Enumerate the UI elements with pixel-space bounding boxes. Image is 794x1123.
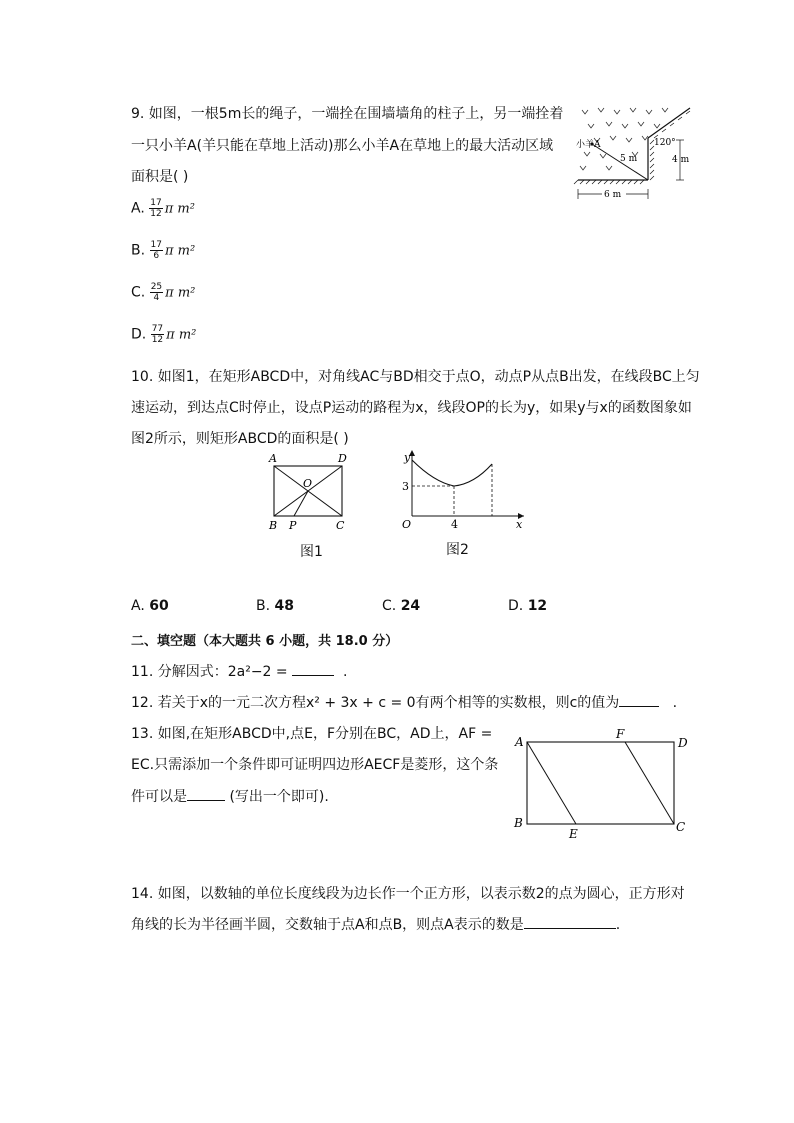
q10-option-d: D. 12 — [508, 598, 548, 614]
segment-fc — [625, 742, 674, 824]
label-a: A — [269, 452, 277, 465]
q10-option-a: A. 60 — [131, 598, 169, 614]
q11: 11. 分解因式：2a²−2 = . — [131, 664, 348, 680]
segment-ae — [527, 742, 576, 824]
q9-option-d: D. $\frac{77}{12}$ π m² — [131, 324, 197, 345]
label-x: x — [516, 518, 523, 531]
label-c: C — [336, 519, 345, 532]
q10-option-c: C. 24 — [382, 598, 421, 614]
q14-blank — [524, 928, 616, 929]
q13-line2: EC.只需添加一个条件即可证明四边形AECF是菱形，这个条 — [131, 757, 499, 773]
fig1-caption: 图1 — [300, 544, 323, 560]
q10-option-b: B. 48 — [256, 598, 294, 614]
q9-option-c: C. $\frac{25}{4}$ π m² — [131, 282, 196, 303]
label-d: D — [678, 736, 688, 750]
q13-figure — [510, 726, 700, 842]
q9-option-b: B. $\frac{17}{6}$ π m² — [131, 240, 196, 261]
q9-figure — [570, 100, 700, 202]
label-f: F — [616, 727, 625, 741]
tick-4: 4 — [451, 518, 458, 531]
q12-blank — [619, 706, 659, 707]
label-a: A — [515, 735, 524, 749]
q10-figure2 — [394, 446, 530, 534]
q9-stem-line2: 一只小羊A(羊只能在草地上活动)那么小羊A在草地上的最大活动区域 — [131, 138, 554, 154]
section-heading: 二、填空题（本大题共 6 小题，共 18.0 分） — [131, 634, 399, 649]
label-sheep: 小羊A — [576, 140, 601, 150]
label-origin: O — [402, 518, 412, 531]
q10-figure1 — [264, 450, 364, 534]
q13-blank — [187, 800, 225, 801]
label-width: 6 m — [604, 190, 622, 200]
label-height: 4 m — [672, 155, 690, 165]
segment-op — [294, 491, 308, 516]
label-d: D — [338, 452, 347, 465]
q11-blank — [292, 675, 334, 676]
q10-stem-line3: 图2所示，则矩形ABCD的面积是( ) — [131, 431, 349, 447]
q10-stem-line2: 速运动，到达点C时停止，设点P运动的路程为x，线段OP的长为y，如果y与x的函数图象如 — [131, 400, 692, 416]
q14-line2: 角线的长为半径画半圆，交数轴于点A和点B，则点A表示的数是 . — [131, 917, 621, 933]
label-c: C — [676, 820, 686, 834]
q14-line1: 14. 如图，以数轴的单位长度线段为边长作一个正方形，以表示数2的点为圆心，正方形对 — [131, 886, 685, 902]
label-angle: 120° — [654, 138, 676, 148]
label-b: B — [269, 519, 278, 532]
q13-line3: 件可以是 (写出一个即可). — [131, 789, 329, 805]
q10-stem-line1: 10. 如图1，在矩形ABCD中，对角线AC与BD相交于点O，动点P从点B出发，在线段BC上匀 — [131, 369, 700, 385]
q9-stem-line3: 面积是( ) — [131, 169, 189, 185]
label-y: y — [404, 451, 411, 464]
rectangle-abcd — [527, 742, 674, 824]
tick-3: 3 — [402, 480, 409, 493]
q12: 12. 若关于x的一元二次方程x² + 3x + c = 0有两个相等的实数根，则c的值为 . — [131, 695, 678, 711]
curve — [412, 460, 492, 486]
label-o: O — [303, 477, 313, 490]
q9-stem-line1: 9. 如图，一根5m长的绳子，一端拴在围墙墙角的柱子上，另一端拴着 — [131, 106, 564, 122]
label-b: B — [514, 816, 523, 830]
label-rope: 5 m — [620, 154, 638, 164]
q13-line1: 13. 如图,在矩形ABCD中,点E，F分别在BC，AD上，AF = — [131, 726, 493, 742]
slant-wall — [648, 108, 690, 138]
q9-option-a: A. $\frac{17}{12}$ π m² — [131, 198, 195, 219]
fig2-caption: 图2 — [446, 542, 469, 558]
label-p: P — [289, 519, 297, 532]
label-e: E — [569, 827, 578, 841]
